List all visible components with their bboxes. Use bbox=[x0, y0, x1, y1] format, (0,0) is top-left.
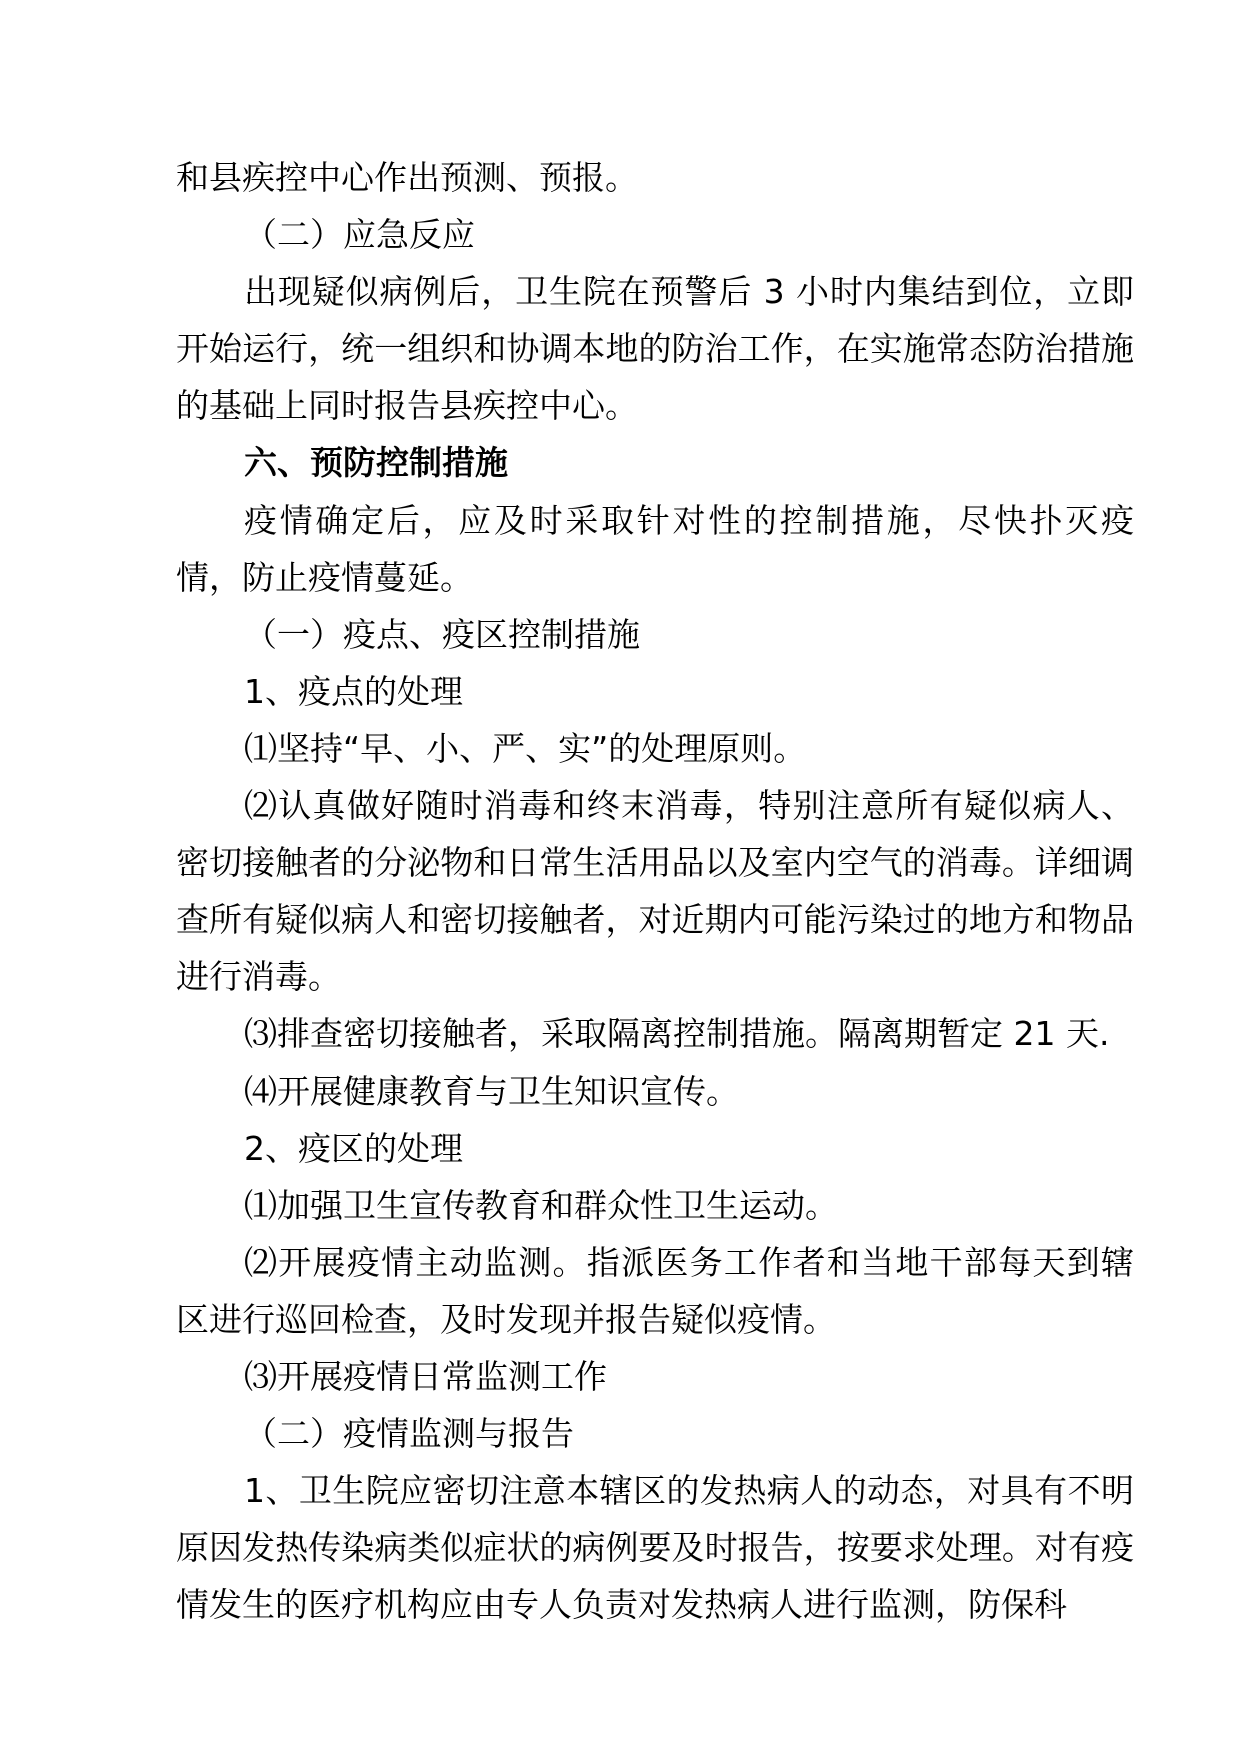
item-heading: 1、疫点的处理 bbox=[244, 671, 463, 711]
subsection-heading: （二）应急反应 bbox=[244, 215, 475, 255]
body-paragraph: 出现疑似病例后，卫生院在预警后 3 小时内集结到位，立即开始运行，统一组织和协调本地的防治工作，在实施常态防治措施的基础上同时报告县疾控中心。 bbox=[176, 272, 1134, 426]
item-heading: 2、疫区的处理 bbox=[244, 1128, 463, 1168]
body-paragraph: 和县疾控中心作出预测、预报。 bbox=[176, 158, 638, 197]
subsection-heading: （二）疫情监测与报告 bbox=[244, 1414, 574, 1454]
body-paragraph: 1、卫生院应密切注意本辖区的发热病人的动态，对具有不明原因发热传染病类似症状的病例要及时报告，按要求处理。对有疫情发生的医疗机构应由专人负责对发热病人进行监测，防保科 bbox=[176, 1471, 1134, 1625]
list-item: ⑴坚持“早、小、严、实”的处理原则。 bbox=[244, 728, 807, 768]
list-item: ⑵开展疫情主动监测。指派医务工作者和当地干部每天到辖区进行巡回检查，及时发现并报告疑似疫情。 bbox=[176, 1242, 1134, 1339]
list-item: ⑶开展疫情日常监测工作 bbox=[244, 1356, 607, 1396]
document-body bbox=[176, 149, 1134, 1633]
list-item: ⑷开展健康教育与卫生知识宣传。 bbox=[244, 1071, 739, 1111]
body-paragraph: 疫情确定后，应及时采取针对性的控制措施，尽快扑灭疫情，防止疫情蔓延。 bbox=[176, 500, 1134, 597]
list-item: ⑴加强卫生宣传教育和群众性卫生运动。 bbox=[244, 1185, 838, 1225]
subsection-heading: （一）疫点、疫区控制措施 bbox=[244, 614, 640, 654]
section-heading: 六、预防控制措施 bbox=[244, 443, 508, 483]
list-item: ⑶排查密切接触者，采取隔离控制措施。隔离期暂定 21 天. bbox=[244, 1014, 1110, 1054]
list-item: ⑵认真做好随时消毒和终末消毒，特别注意所有疑似病人、密切接触者的分泌物和日常生活用品以及室内空气的消毒。详细调查所有疑似病人和密切接触者，对近期内可能污染过的地方和物品进行消毒。 bbox=[176, 786, 1134, 997]
